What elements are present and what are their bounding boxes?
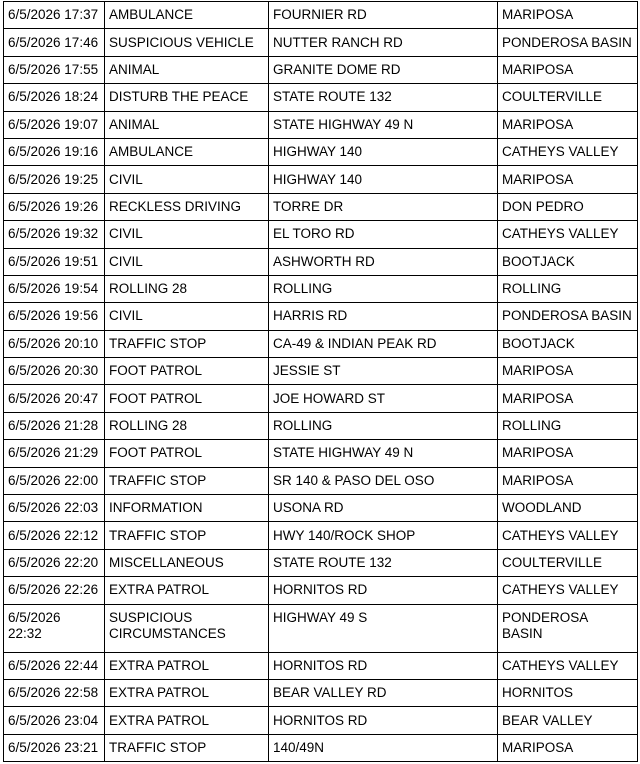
table-row bbox=[4, 734, 638, 761]
datetime-cell: 6/5/2026 19:56 bbox=[4, 303, 105, 330]
city-cell: CATHEYS VALLEY bbox=[498, 652, 638, 679]
city-cell: MARIPOSA bbox=[498, 467, 638, 494]
call-type-cell: FOOT PATROL bbox=[105, 358, 269, 385]
datetime-cell: 6/5/2026 19:25 bbox=[4, 166, 105, 193]
city-cell: PONDEROSA BASIN bbox=[498, 29, 638, 56]
table-row bbox=[4, 56, 638, 83]
datetime-cell: 6/5/2026 19:07 bbox=[4, 111, 105, 138]
location-cell: TORRE DR bbox=[269, 193, 498, 220]
call-type-cell: TRAFFIC STOP bbox=[105, 522, 269, 549]
datetime-cell: 6/5/2026 19:32 bbox=[4, 221, 105, 248]
table-row bbox=[4, 248, 638, 275]
call-type-cell: ROLLING 28 bbox=[105, 412, 269, 439]
location-cell: GRANITE DOME RD bbox=[269, 56, 498, 83]
datetime-cell: 6/5/2026 22:26 bbox=[4, 577, 105, 604]
city-cell: MARIPOSA bbox=[498, 358, 638, 385]
location-cell: HARRIS RD bbox=[269, 303, 498, 330]
city-cell: BEAR VALLEY bbox=[498, 707, 638, 734]
call-type-cell: RECKLESS DRIVING bbox=[105, 193, 269, 220]
table-row bbox=[4, 549, 638, 576]
table-row bbox=[4, 440, 638, 467]
table-row bbox=[4, 111, 638, 138]
location-cell: NUTTER RANCH RD bbox=[269, 29, 498, 56]
table-row bbox=[4, 652, 638, 679]
call-type-cell: CIVIL bbox=[105, 166, 269, 193]
location-cell: STATE ROUTE 132 bbox=[269, 84, 498, 111]
city-cell: WOODLAND bbox=[498, 495, 638, 522]
table-row bbox=[4, 604, 638, 652]
datetime-cell: 6/5/2026 17:55 bbox=[4, 56, 105, 83]
location-cell: STATE HIGHWAY 49 N bbox=[269, 111, 498, 138]
datetime-cell: 6/5/2026 19:51 bbox=[4, 248, 105, 275]
datetime-cell: 6/5/2026 19:26 bbox=[4, 193, 105, 220]
datetime-cell: 6/5/2026 19:54 bbox=[4, 275, 105, 302]
location-cell: HORNITOS RD bbox=[269, 707, 498, 734]
location-cell: HORNITOS RD bbox=[269, 652, 498, 679]
call-type-cell: AMBULANCE bbox=[105, 138, 269, 165]
call-type-cell: ROLLING 28 bbox=[105, 275, 269, 302]
call-type-cell: TRAFFIC STOP bbox=[105, 330, 269, 357]
city-cell: COULTERVILLE bbox=[498, 549, 638, 576]
location-cell: EL TORO RD bbox=[269, 221, 498, 248]
call-type-cell: FOOT PATROL bbox=[105, 385, 269, 412]
table-row bbox=[4, 707, 638, 734]
datetime-cell: 6/5/2026 22:00 bbox=[4, 467, 105, 494]
datetime-cell: 6/5/2026 19:16 bbox=[4, 138, 105, 165]
location-cell: HIGHWAY 140 bbox=[269, 166, 498, 193]
location-cell: HWY 140/ROCK SHOP bbox=[269, 522, 498, 549]
location-cell: FOURNIER RD bbox=[269, 2, 498, 29]
datetime-cell: 6/5/2026 22:20 bbox=[4, 549, 105, 576]
location-cell: BEAR VALLEY RD bbox=[269, 679, 498, 706]
table-row bbox=[4, 495, 638, 522]
city-cell: CATHEYS VALLEY bbox=[498, 577, 638, 604]
city-cell: CATHEYS VALLEY bbox=[498, 221, 638, 248]
city-cell: MARIPOSA bbox=[498, 385, 638, 412]
city-cell: ROLLING bbox=[498, 412, 638, 439]
call-type-cell: CIVIL bbox=[105, 303, 269, 330]
city-cell: CATHEYS VALLEY bbox=[498, 522, 638, 549]
city-cell: CATHEYS VALLEY bbox=[498, 138, 638, 165]
table-row bbox=[4, 138, 638, 165]
datetime-cell: 6/5/2026 23:04 bbox=[4, 707, 105, 734]
location-cell: JESSIE ST bbox=[269, 358, 498, 385]
datetime-cell: 6/5/2026 22:12 bbox=[4, 522, 105, 549]
table-row bbox=[4, 330, 638, 357]
call-type-cell: TRAFFIC STOP bbox=[105, 467, 269, 494]
call-type-cell: SUSPICIOUS CIRCUMSTANCES bbox=[105, 604, 269, 652]
table-row bbox=[4, 577, 638, 604]
table-row bbox=[4, 84, 638, 111]
table-row bbox=[4, 679, 638, 706]
location-cell: SR 140 & PASO DEL OSO bbox=[269, 467, 498, 494]
datetime-cell: 6/5/2026 21:29 bbox=[4, 440, 105, 467]
call-type-cell: FOOT PATROL bbox=[105, 440, 269, 467]
location-cell: HORNITOS RD bbox=[269, 577, 498, 604]
call-type-cell: INFORMATION bbox=[105, 495, 269, 522]
table-row bbox=[4, 275, 638, 302]
call-type-cell: DISTURB THE PEACE bbox=[105, 84, 269, 111]
call-type-cell: CIVIL bbox=[105, 221, 269, 248]
location-cell: HIGHWAY 140 bbox=[269, 138, 498, 165]
city-cell: ROLLING bbox=[498, 275, 638, 302]
city-cell: PONDEROSA BASIN bbox=[498, 604, 638, 652]
city-cell: BOOTJACK bbox=[498, 330, 638, 357]
call-type-cell: ANIMAL bbox=[105, 56, 269, 83]
call-type-cell: AMBULANCE bbox=[105, 2, 269, 29]
table-row bbox=[4, 303, 638, 330]
call-type-cell: EXTRA PATROL bbox=[105, 707, 269, 734]
datetime-cell: 6/5/2026 17:37 bbox=[4, 2, 105, 29]
location-cell: 140/49N bbox=[269, 734, 498, 761]
datetime-cell: 6/5/2026 21:28 bbox=[4, 412, 105, 439]
call-log-table bbox=[3, 1, 638, 762]
call-type-cell: EXTRA PATROL bbox=[105, 577, 269, 604]
city-cell: MARIPOSA bbox=[498, 166, 638, 193]
datetime-cell: 6/5/2026 22:32 bbox=[4, 604, 105, 652]
call-type-cell: ANIMAL bbox=[105, 111, 269, 138]
location-cell: STATE ROUTE 132 bbox=[269, 549, 498, 576]
table-row bbox=[4, 221, 638, 248]
table-row bbox=[4, 385, 638, 412]
datetime-cell: 6/5/2026 22:44 bbox=[4, 652, 105, 679]
location-cell: JOE HOWARD ST bbox=[269, 385, 498, 412]
location-cell: ASHWORTH RD bbox=[269, 248, 498, 275]
city-cell: COULTERVILLE bbox=[498, 84, 638, 111]
table-row bbox=[4, 193, 638, 220]
table-row bbox=[4, 412, 638, 439]
call-type-cell: MISCELLANEOUS bbox=[105, 549, 269, 576]
datetime-cell: 6/5/2026 23:21 bbox=[4, 734, 105, 761]
datetime-cell: 6/5/2026 17:46 bbox=[4, 29, 105, 56]
city-cell: BOOTJACK bbox=[498, 248, 638, 275]
city-cell: HORNITOS bbox=[498, 679, 638, 706]
city-cell: MARIPOSA bbox=[498, 734, 638, 761]
location-cell: ROLLING bbox=[269, 412, 498, 439]
location-cell: STATE HIGHWAY 49 N bbox=[269, 440, 498, 467]
call-type-cell: EXTRA PATROL bbox=[105, 652, 269, 679]
datetime-cell: 6/5/2026 20:47 bbox=[4, 385, 105, 412]
table-row bbox=[4, 522, 638, 549]
location-cell: HIGHWAY 49 S bbox=[269, 604, 498, 652]
table-row bbox=[4, 29, 638, 56]
location-cell: ROLLING bbox=[269, 275, 498, 302]
city-cell: MARIPOSA bbox=[498, 111, 638, 138]
call-type-cell: CIVIL bbox=[105, 248, 269, 275]
datetime-cell: 6/5/2026 20:10 bbox=[4, 330, 105, 357]
city-cell: MARIPOSA bbox=[498, 440, 638, 467]
datetime-cell: 6/5/2026 22:03 bbox=[4, 495, 105, 522]
location-cell: CA-49 & INDIAN PEAK RD bbox=[269, 330, 498, 357]
city-cell: DON PEDRO bbox=[498, 193, 638, 220]
city-cell: MARIPOSA bbox=[498, 2, 638, 29]
table-row bbox=[4, 467, 638, 494]
city-cell: MARIPOSA bbox=[498, 56, 638, 83]
table-row bbox=[4, 358, 638, 385]
call-type-cell: SUSPICIOUS VEHICLE bbox=[105, 29, 269, 56]
datetime-cell: 6/5/2026 18:24 bbox=[4, 84, 105, 111]
datetime-cell: 6/5/2026 22:58 bbox=[4, 679, 105, 706]
table-row bbox=[4, 166, 638, 193]
table-row bbox=[4, 2, 638, 29]
call-type-cell: EXTRA PATROL bbox=[105, 679, 269, 706]
call-type-cell: TRAFFIC STOP bbox=[105, 734, 269, 761]
city-cell: PONDEROSA BASIN bbox=[498, 303, 638, 330]
datetime-cell: 6/5/2026 20:30 bbox=[4, 358, 105, 385]
location-cell: USONA RD bbox=[269, 495, 498, 522]
call-log-body bbox=[4, 2, 638, 762]
